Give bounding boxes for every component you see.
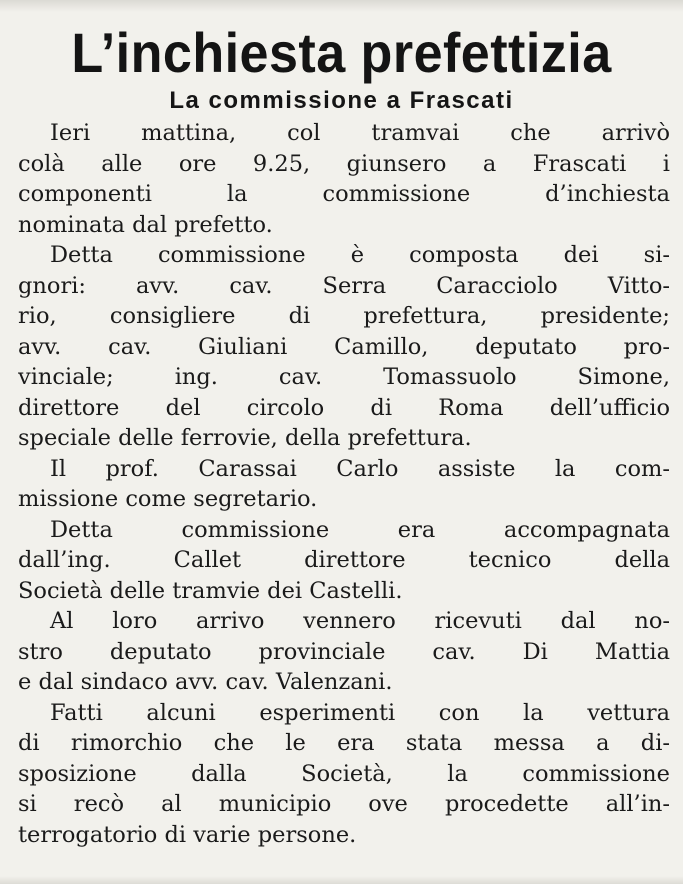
text-line: Il prof. Carassai Carlo assiste la com-: [50, 455, 670, 482]
text-line: vinciale; ing. cav. Tomassuolo Simone,: [18, 364, 670, 390]
text-line: avv. cav. Giuliani Camillo, deputato pro-: [18, 333, 670, 360]
text-line: Società delle tramvie dei Castelli.: [18, 577, 403, 604]
text-line: rio, consigliere di prefettura, presidente;: [18, 303, 670, 329]
text-line: e dal sindaco avv. cav. Valenzani.: [18, 669, 393, 695]
text-line: colà alle ore 9.25, giunsero a Frascati i: [18, 150, 670, 177]
text-line: gnori: avv. cav. Serra Caracciolo Vitto-: [18, 272, 670, 299]
text-line: Ieri mattina, col tramvai che arrivò: [50, 120, 670, 146]
text-line: terrogatorio di varie persone.: [18, 821, 357, 848]
clipping-top-edge: [0, 0, 683, 12]
text-line: speciale delle ferrovie, della prefettura.: [18, 425, 472, 451]
paragraph-composition: [18, 240, 670, 454]
text-line: si recò al municipio ove procedette all’in-: [18, 791, 670, 817]
text-line: dall’ing. Callet direttore tecnico della: [18, 547, 670, 573]
paragraph-arrival: [18, 118, 670, 240]
paragraph-accompanied: [18, 515, 670, 607]
text-line: di rimorchio che le era stata messa a di-: [18, 730, 670, 756]
text-line: nominata dal prefetto.: [18, 211, 273, 238]
text-line: sposizione dalla Società, la commissione: [18, 760, 670, 787]
article-headline: L’inchiesta prefettizia: [71, 21, 612, 84]
text-line: Fatti alcuni esperimenti con la vettura: [50, 699, 670, 726]
article-body: [18, 118, 670, 850]
text-line: Detta commissione è composta dei si-: [50, 242, 670, 268]
paragraph-secretary: [18, 454, 670, 515]
text-line: direttore del circolo di Roma dell’ufficio: [18, 394, 670, 421]
text-line: Al loro arrivo vennero ricevuti dal no-: [50, 608, 670, 634]
text-line: stro deputato provinciale cav. Di Mattia: [18, 638, 670, 665]
text-line: Detta commissione era accompagnata: [50, 516, 670, 543]
text-line: missione come segretario.: [18, 486, 318, 512]
paragraph-experiments: [18, 698, 670, 851]
text-line: componenti la commissione d’inchiesta: [18, 181, 670, 207]
paragraph-welcome: [18, 606, 670, 698]
article-subheadline: La commissione a Frascati: [169, 87, 514, 114]
clipping-bottom-edge: [0, 876, 683, 884]
